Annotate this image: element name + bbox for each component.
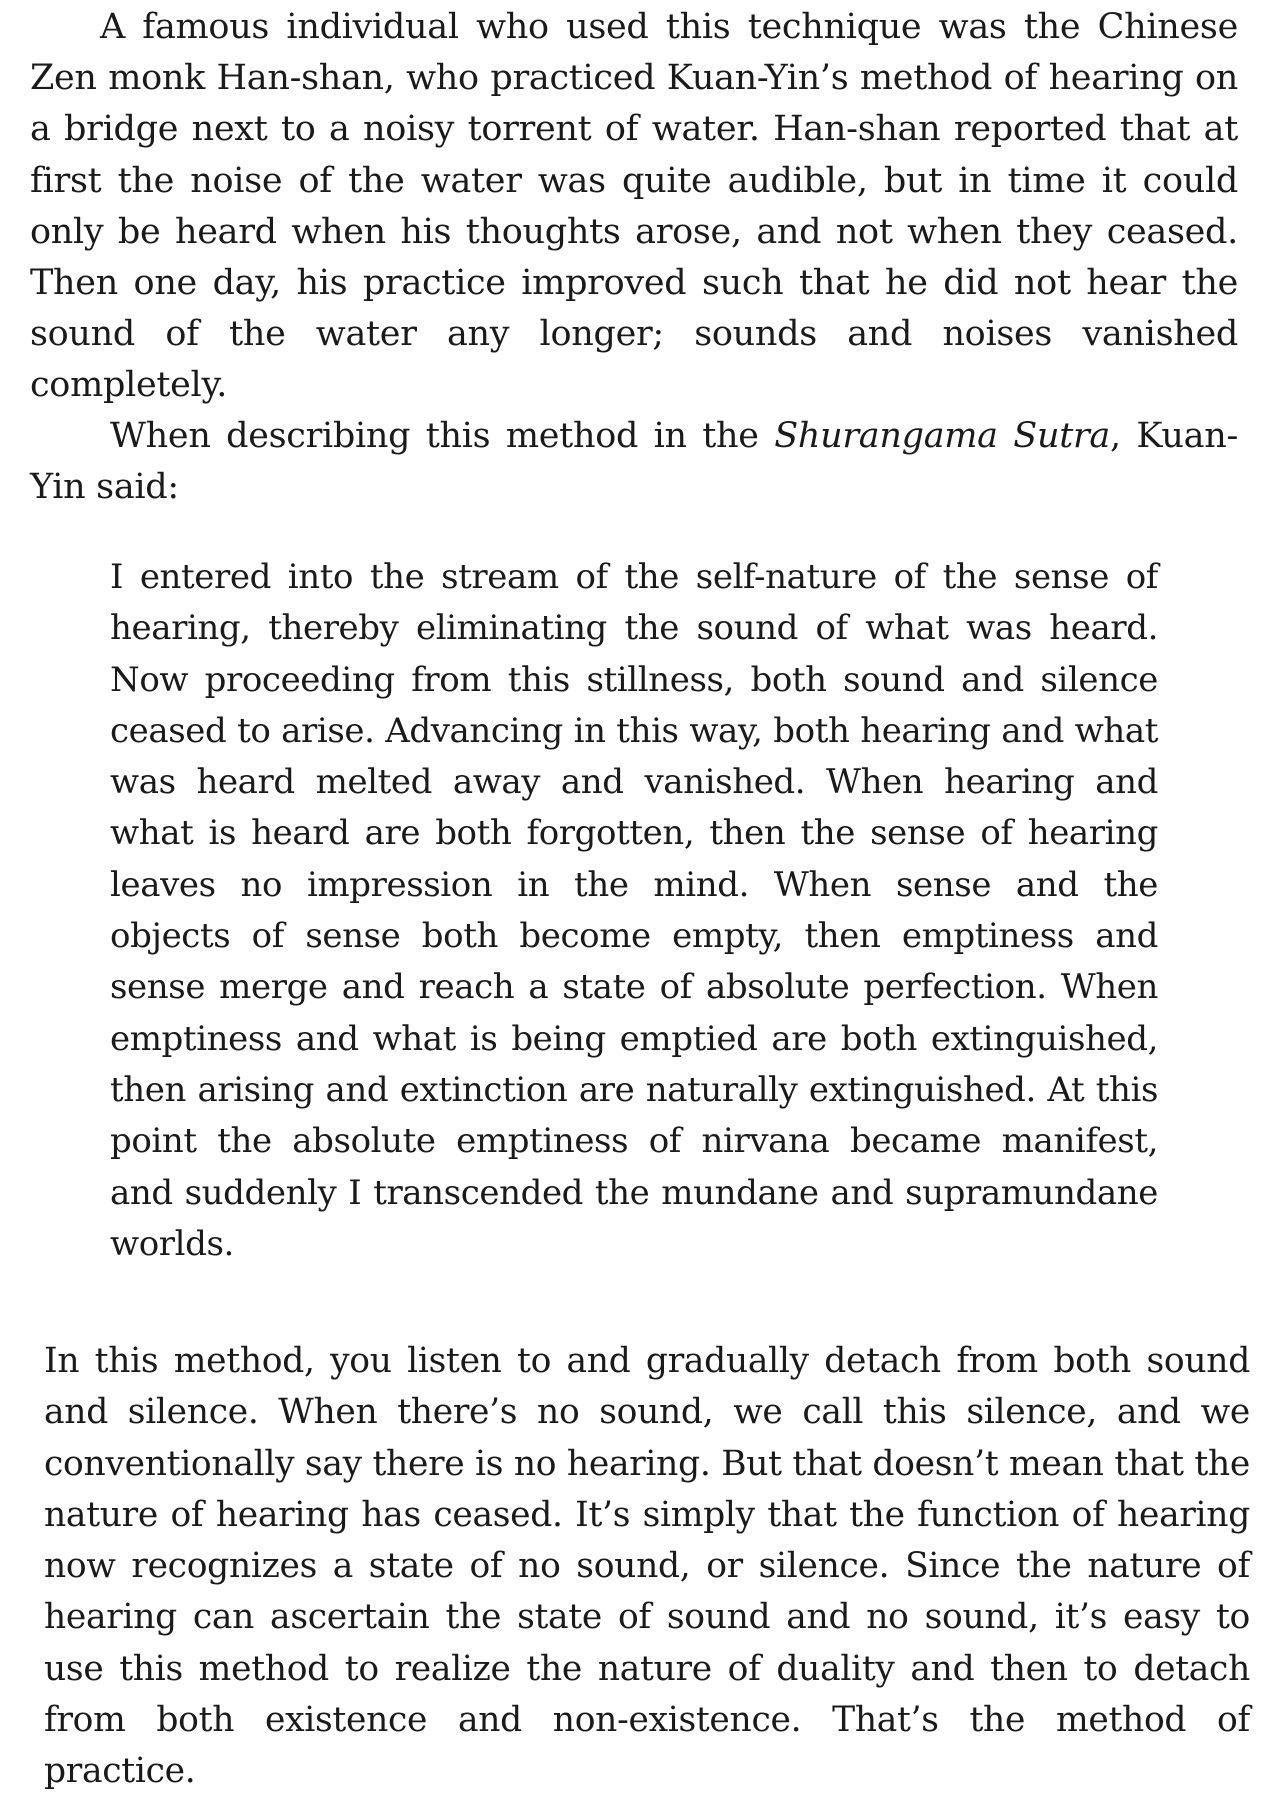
body-paragraph-sutra-intro — [30, 411, 1238, 513]
body-paragraph-han-shan: A famous individual who used this technique was the Chinese Zen monk Han-shan, who practiced Kuan-Yin’s method of hearing on a bridge next to a noisy torrent of water. Han-shan reported that at first the noise of the water was quite audible, but in time it could only be heard when his thoughts arose, and not when they ceased. Then one day, his practice improved such that he did not hear the sound of the water any longer; sounds and noises vanished completely. — [30, 7, 1238, 406]
sutra-block-quote: I entered into the stream of the self-nature of the sense of hearing, thereby eliminating the sound of what was heard. Now proceeding from this stillness, both sound and silence ceased to arise. Advancing in this way, both hearing and what was heard melted away and vanished. When hearing and what is heard are both forgotten, then the sense of hearing leaves no impression in the mind. When sense and the objects of sense both become empty, then emptiness and sense merge and reach a state of absolute perfection. When emptiness and what is being emptied are both extinguished, then arising and extinction are naturally extinguished. At this point the absolute emptiness of nirvana became manifest, and suddenly I transcended the mundane and supramundane worlds. — [110, 557, 1158, 1264]
sutra-intro-text-after: , Kuan-Yin said: — [30, 416, 1238, 508]
body-paragraph-method-explanation: In this method, you listen to and gradually detach from both sound and silence. When there’s no sound, we call this silence, and we conventionally say there is no hearing. But that doesn’t mean that the nature of hearing has ceased. It’s simply that the function of hearing now recognizes a state of no sound, or silence. Since the nature of hearing can ascertain the state of sound and no sound, it’s easy to use this method to realize the nature of duality and then to detach from both existence and non-existence. That’s the method of practice. — [44, 1341, 1250, 1792]
sutra-title: Shurangama Sutra — [774, 416, 1110, 456]
sutra-intro-text-before: When describing this method in the — [110, 416, 775, 456]
